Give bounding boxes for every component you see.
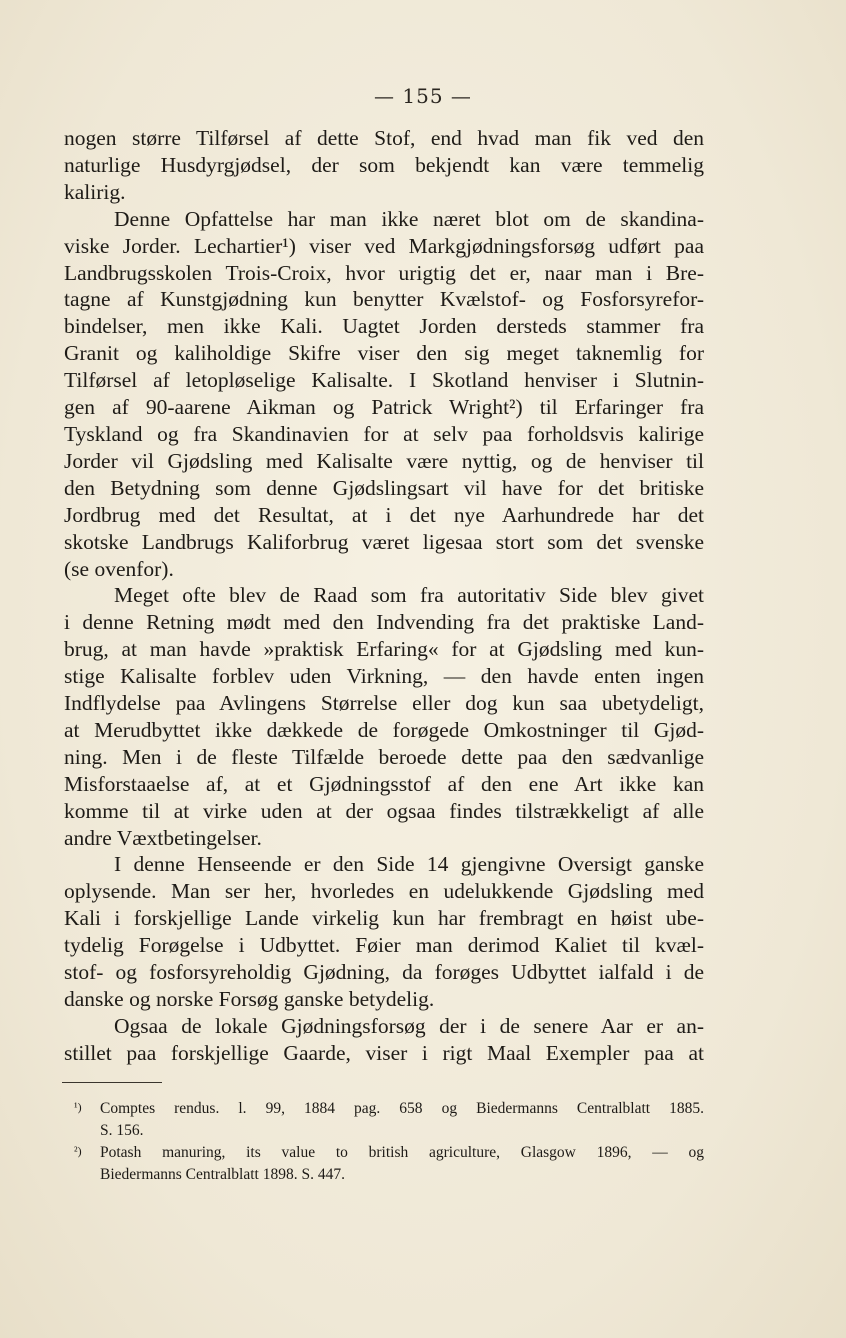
text-line: Tilførsel af letopløselige Kalisalte. I Skotland henviser i Slutnin- <box>64 368 704 393</box>
footnote-line: S. 156. <box>100 1122 144 1139</box>
text-line: Jorder vil Gjødsling med Kalisalte være nyttig, og de henviser til <box>64 448 704 473</box>
text-line: brug, at man havde »praktisk Erfaring« for at Gjødsling med kun- <box>64 637 704 662</box>
footnote <box>64 1142 704 1186</box>
text-line: skotske Landbrugs Kaliforbrug været ligesaa stort som det svenske <box>64 529 704 554</box>
text-line: tydelig Forøgelse i Udbyttet. Føier man derimod Kaliet til kvæl- <box>64 933 704 958</box>
text-line: bindelser, men ikke Kali. Uagtet Jorden dersteds stammer fra <box>64 314 704 339</box>
body-text <box>64 125 704 1067</box>
text-line: andre Væxtbetingelser. <box>64 825 262 850</box>
footnote <box>64 1098 704 1142</box>
text-line: Kali i forskjellige Lande virkelig kun har frembragt en høist ube- <box>64 906 704 931</box>
text-line: Denne Opfattelse har man ikke næret blot om de skandina- <box>114 206 704 231</box>
footnote-marker: ²) <box>74 1144 82 1158</box>
text-line: stof- og fosforsyreholdig Gjødning, da forøges Udbyttet ialfald i de <box>64 960 704 985</box>
text-line: danske og norske Forsøg ganske betydelig. <box>64 987 435 1011</box>
footnote-line: Potash manuring, its value to british agriculture, Glasgow 1896, — og <box>100 1144 704 1161</box>
text-line: komme til at virke uden at der ogsaa findes tilstrækkeligt af alle <box>64 798 704 823</box>
text-line: at Merudbyttet ikke dækkede de forøgede Omkostninger til Gjød- <box>64 717 704 742</box>
text-line: Misforstaaelse af, at et Gjødningsstof af den ene Art ikke kan <box>64 771 704 796</box>
text-line: Jordbrug med det Resultat, at i det nye Aarhundrede har det <box>64 502 704 527</box>
text-line: den Betydning som denne Gjødslingsart vil have for det britiske <box>64 475 704 500</box>
text-line: i denne Retning mødt med den Indvending fra det praktiske Land- <box>64 610 704 635</box>
text-line: I denne Henseende er den Side 14 gjengivne Oversigt ganske <box>114 852 704 877</box>
text-line: tagne af Kunstgjødning kun benytter Kvælstof- og Fosforsyrefor- <box>64 287 704 312</box>
text-line: Landbrugsskolen Trois-Croix, hvor urigtig det er, naar man i Bre- <box>64 260 704 285</box>
text-line: ning. Men i de fleste Tilfælde beroede dette paa den sædvanlige <box>64 744 704 769</box>
text-line: (se ovenfor). <box>64 556 174 581</box>
text-line: Granit og kaliholdige Skifre viser den sig meget taknemlig for <box>64 341 704 366</box>
page-number: — 155 — <box>374 84 472 108</box>
text-line: viske Jorder. Lechartier¹) viser ved Markgjødningsforsøg udført paa <box>64 233 704 258</box>
text-line: oplysende. Man ser her, hvorledes en udelukkende Gjødsling med <box>64 879 704 904</box>
text-line: Tyskland og fra Skandinavien for at selv paa forholdsvis kalirige <box>64 421 704 446</box>
footnotes <box>64 1098 704 1186</box>
footnote-divider <box>62 1082 162 1083</box>
text-line: Ogsaa de lokale Gjødningsforsøg der i de senere Aar er an- <box>114 1013 704 1038</box>
text-line: gen af 90-aarene Aikman og Patrick Wright²) til Erfaringer fra <box>64 395 704 420</box>
text-line: stige Kalisalte forblev uden Virkning, — den havde enten ingen <box>64 664 704 689</box>
footnote-marker: ¹) <box>74 1100 82 1114</box>
footnote-line: Comptes rendus. l. 99, 1884 pag. 658 og Biedermanns Centralblatt 1885. <box>100 1100 704 1117</box>
text-line: nogen større Tilførsel af dette Stof, end hvad man fik ved den <box>64 126 704 150</box>
text-line: stillet paa forskjellige Gaarde, viser i rigt Maal Exempler paa at <box>64 1040 704 1065</box>
footnote-line: Biedermanns Centralblatt 1898. S. 447. <box>100 1166 345 1183</box>
text-line: Indflydelse paa Avlingens Størrelse eller dog kun saa ubetydeligt, <box>64 691 704 716</box>
text-line: kalirig. <box>64 179 126 204</box>
text-line: naturlige Husdyrgjødsel, der som bekjendt kan være temmelig <box>64 152 704 177</box>
text-line: Meget ofte blev de Raad som fra autoritativ Side blev givet <box>114 583 704 608</box>
